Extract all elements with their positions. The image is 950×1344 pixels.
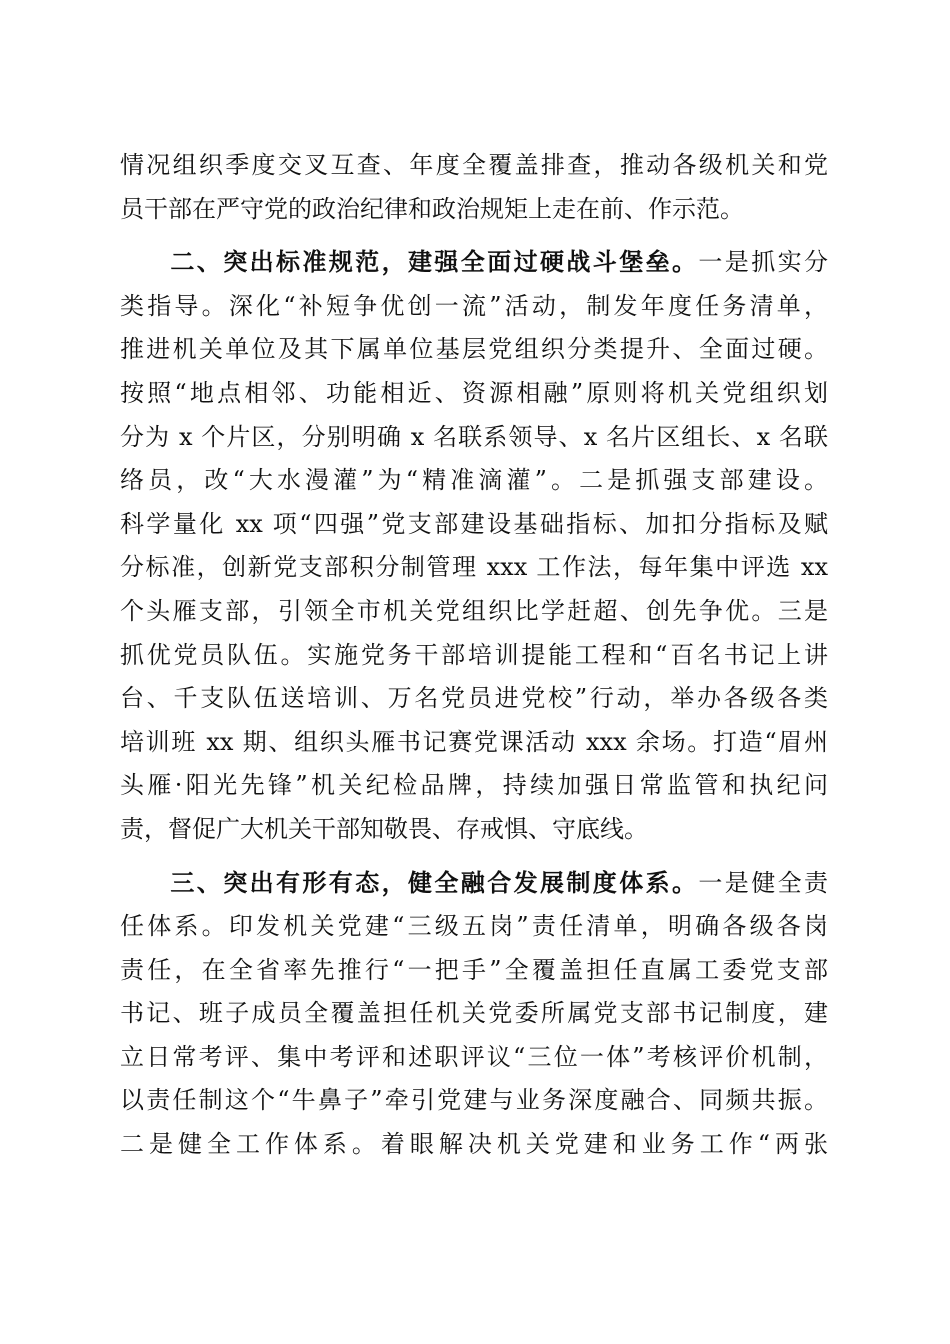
paragraph-1 (120, 144, 828, 231)
paragraph-line: 书记、班子成员全覆盖担任机关党委所属党支部书记制度，建 (120, 999, 828, 1028)
paragraph-line: 责任，在全省率先推行“一把手”全覆盖担任直属工委党支部 (120, 955, 828, 984)
paragraph-line: 按照“地点相邻、功能相近、资源相融”原则将机关党组织划 (120, 378, 828, 407)
paragraph-line: 责，督促广大机关干部知敬畏、存戒惧、守底线。 (120, 814, 648, 843)
paragraph-line: 培训班 xx 期、组织头雁书记赛党课活动 xxx 余场。打造“眉州 (120, 727, 828, 756)
paragraph-line: 任体系。印发机关党建“三级五岗”责任清单，明确各级各岗 (120, 912, 828, 941)
paragraph-line: 以责任制这个“牛鼻子”牵引党建与业务深度融合、同频共振。 (120, 1086, 828, 1115)
paragraph-line-rest: 一是健全责 (698, 868, 828, 897)
paragraph-line: 分标准，创新党支部积分制管理 xxx 工作法，每年集中评选 xx (120, 553, 828, 582)
paragraph-line: 抓优党员队伍。实施党务干部培训提能工程和“百名书记上讲 (120, 640, 828, 669)
paragraph-first-line (120, 862, 828, 906)
paragraph-line: 类指导。深化“补短争优创一流”活动，制发年度任务清单， (120, 291, 828, 320)
paragraph-line-rest: 一是抓实分 (698, 248, 828, 277)
paragraph-line: 科学量化 xx 项“四强”党支部建设基础指标、加扣分指标及赋 (120, 509, 828, 538)
paragraph-line: 情况组织季度交叉互查、年度全覆盖排查，推动各级机关和党 (120, 151, 828, 179)
paragraph-line: 头雁·阳光先锋”机关纪检品牌，持续加强日常监管和执纪问 (120, 771, 828, 800)
section-heading-3: 三、突出有形有态，健全融合发展制度体系。 (168, 868, 699, 897)
paragraph-line: 个头雁支部，引领全市机关党组织比学赶超、创先争优。三是 (120, 596, 828, 625)
section-heading-2: 二、突出标准规范，建强全面过硬战斗堡垒。 (168, 248, 699, 277)
paragraph-3 (120, 862, 828, 1167)
paragraph-line: 立日常考评、集中考评和述职评议“三位一体”考核评价机制， (120, 1042, 828, 1071)
paragraph-line: 二是健全工作体系。着眼解决机关党建和业务工作“两张 (120, 1130, 828, 1159)
paragraph-line: 络员，改“大水漫灌”为“精准滴灌”。二是抓强支部建设。 (120, 466, 828, 495)
document-page (120, 144, 828, 1167)
paragraph-line: 推进机关单位及其下属单位基层党组织分类提升、全面过硬。 (120, 335, 828, 364)
paragraph-line: 员干部在严守党的政治纪律和政治规矩上走在前、作示范。 (120, 194, 744, 223)
paragraph-line: 分为 x 个片区，分别明确 x 名联系领导、x 名片区组长、x 名联 (120, 422, 828, 451)
paragraph-line: 台、千支队伍送培训、万名党员进党校”行动，举办各级各类 (120, 684, 828, 713)
paragraph-first-line (120, 241, 828, 285)
paragraph-2 (120, 241, 828, 851)
